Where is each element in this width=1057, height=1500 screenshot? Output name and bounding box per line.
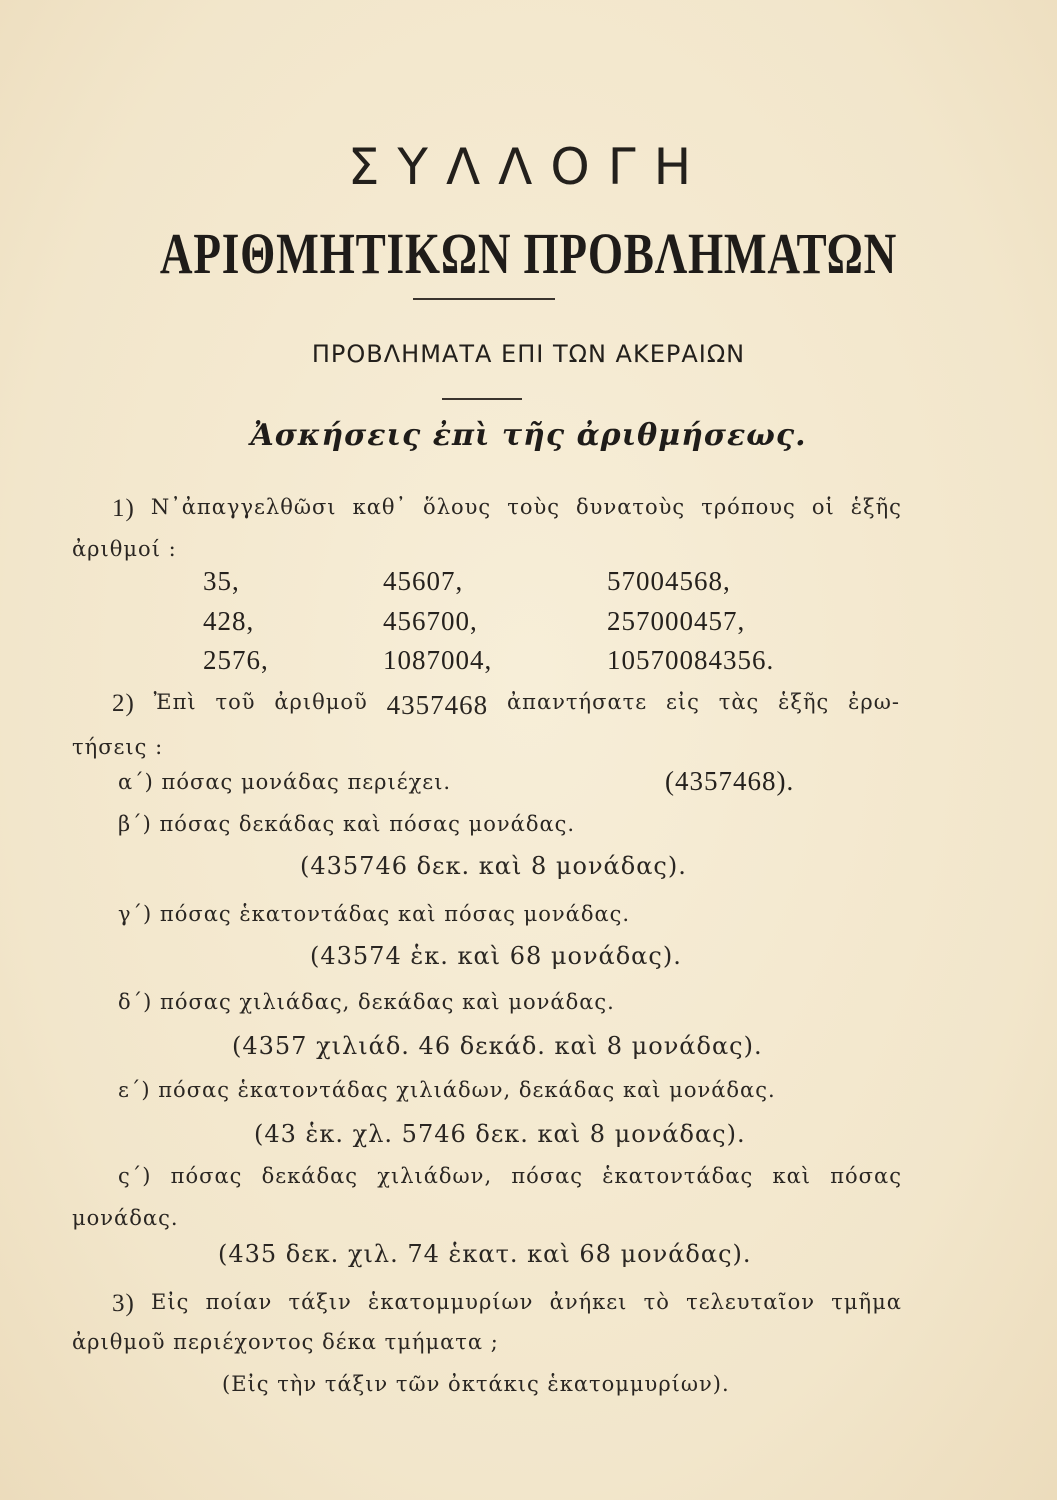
- problem3-line1: [112, 1290, 902, 1318]
- word: τελευταῖον: [686, 1290, 816, 1314]
- question-b: β΄) πόσας δεκάδας καὶ πόσας μονάδας.: [118, 812, 576, 836]
- word: τάξιν: [288, 1290, 352, 1314]
- word: πόσας: [830, 1164, 902, 1188]
- number-cell: 10570084356.: [607, 645, 775, 675]
- divider-top: [413, 298, 555, 300]
- question-c: γ΄) πόσας ἑκατοντάδας καὶ πόσας μονάδας.: [118, 902, 631, 926]
- problem3-number: 3): [112, 1290, 135, 1317]
- number-cell: 456700,: [383, 606, 478, 636]
- number-cell: 257000457,: [607, 606, 746, 636]
- word: δυνατοὺς: [576, 495, 686, 519]
- problem2-line2: τήσεις :: [72, 735, 164, 759]
- word: τρόπους: [701, 495, 796, 519]
- problem1-number: 1): [112, 495, 135, 522]
- word: ἐρω-: [848, 690, 900, 714]
- question-e: ε΄) πόσας ἑκατοντάδας χιλιάδων, δεκάδας καὶ μονάδας.: [118, 1078, 776, 1102]
- problem3-line2: ἀριθμοῦ περιέχοντος δέκα τμήματα ;: [72, 1330, 499, 1354]
- word: τοὺς: [507, 495, 560, 519]
- word: δεκάδας: [261, 1164, 359, 1188]
- word: ς΄): [118, 1164, 152, 1188]
- number-cell: 45607,: [383, 566, 464, 596]
- word: εἰς: [666, 690, 700, 714]
- answer-a: (4357468).: [665, 766, 795, 796]
- answer-c: (43574 ἑκ. καὶ 68 μονάδας).: [310, 942, 682, 970]
- question-f-line2: μονάδας.: [72, 1206, 179, 1230]
- word: ἀνήκει: [549, 1290, 628, 1314]
- word: χιλιάδων,: [377, 1164, 493, 1188]
- question-d: δ΄) πόσας χιλιάδας, δεκάδας καὶ μονάδας.: [118, 990, 615, 1014]
- word: πόσας: [170, 1164, 243, 1188]
- word: Εἰς: [151, 1290, 190, 1314]
- answer-e: (43 ἑκ. χλ. 5746 δεκ. καὶ 8 μονάδας).: [254, 1120, 746, 1148]
- title-sub: ΑΡΙΘΜΗΤΙΚΩΝ ΠΡΟΒΛΗΜΑΤΩΝ: [159, 221, 898, 286]
- word: πόσας: [511, 1164, 584, 1188]
- word: τὰς: [718, 690, 760, 714]
- word: 4357468: [386, 690, 489, 720]
- exercise-heading: Ἀσκήσεις ἐπὶ τῆς ἀριθμήσεως.: [250, 418, 807, 453]
- word: ὅλους: [423, 495, 492, 519]
- word: ἑξῆς: [850, 495, 902, 519]
- question-a: α΄) πόσας μονάδας περιέχει.: [118, 770, 452, 794]
- number-cell: 2576,: [203, 645, 269, 675]
- answer-f: (435 δεκ. χιλ. 74 ἑκατ. καὶ 68 μονάδας).: [218, 1240, 752, 1268]
- word: τὸ: [643, 1290, 670, 1314]
- word: Ν᾽ἀπαγγελθῶσι: [150, 495, 337, 519]
- title-main: ΣΥΛΛΟΓΗ: [347, 138, 710, 196]
- problem2-number: 2): [112, 690, 135, 717]
- answer-b: (435746 δεκ. καὶ 8 μονάδας).: [300, 852, 687, 880]
- problem1-line1: [112, 495, 902, 523]
- word: τμῆμα: [831, 1290, 902, 1314]
- word: ποίαν: [205, 1290, 273, 1314]
- word: καὶ: [772, 1164, 812, 1188]
- word: Ἐπὶ: [153, 690, 197, 714]
- word: ἀριθμοῦ: [274, 690, 368, 714]
- word: ἀπαντήσατε: [507, 690, 648, 714]
- question-f-line1: [118, 1164, 902, 1188]
- word: ἑκατοντάδας: [602, 1164, 754, 1188]
- answer-d: (4357 χιλιάδ. 46 δεκάδ. καὶ 8 μονάδας).: [232, 1032, 763, 1060]
- number-cell: 35,: [203, 566, 240, 596]
- number-cell: 428,: [203, 606, 255, 636]
- word: καθ᾽: [352, 495, 408, 519]
- section-title: ΠΡΟΒΛΗΜΑΤΑ ΕΠΙ ΤΩΝ ΑΚΕΡΑΙΩΝ: [311, 340, 746, 368]
- word: ἑκατομμυρίων: [368, 1290, 534, 1314]
- problem1-line2: ἀριθμοί :: [72, 537, 177, 561]
- word: τοῦ: [215, 690, 256, 714]
- number-cell: 57004568,: [607, 566, 731, 596]
- answer-3: (Εἰς τὴν τάξιν τῶν ὀκτάκις ἑκατομμυρίων).: [222, 1372, 730, 1396]
- problem2-line1: [112, 690, 900, 721]
- divider-bottom: [442, 398, 522, 400]
- word: ἑξῆς: [778, 690, 830, 714]
- word: οἱ: [811, 495, 835, 519]
- number-cell: 1087004,: [383, 645, 493, 675]
